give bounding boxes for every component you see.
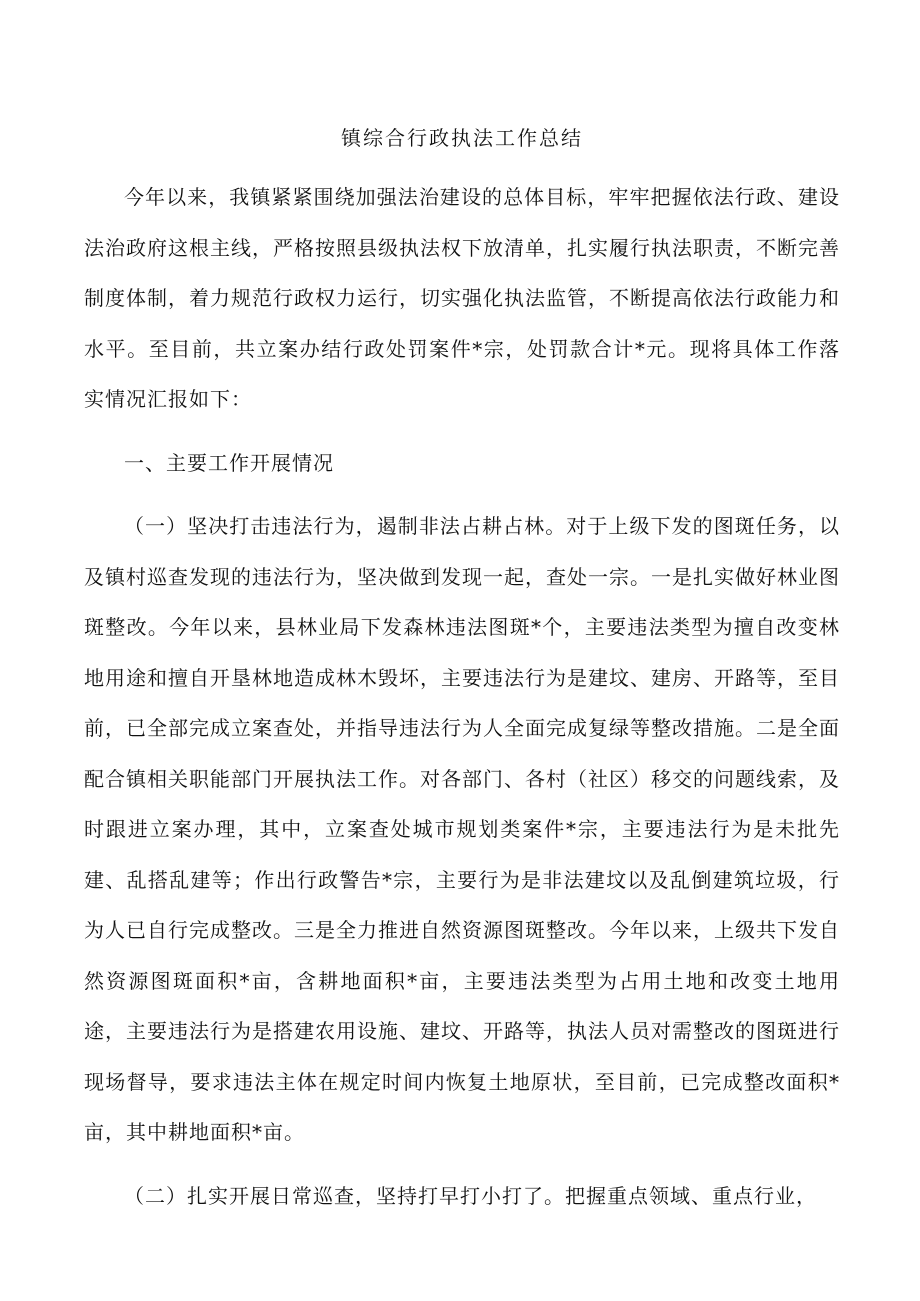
section-heading-1: 一、主要工作开展情况 xyxy=(124,450,334,475)
document-title: 镇综合行政执法工作总结 xyxy=(341,126,583,150)
subsection-paragraph-2: （二）扎实开展日常巡查，坚持打早打小打了。把握重点领域、重点行业， xyxy=(124,1183,817,1208)
subsection-paragraph-1: （一）坚决打击违法行为，遏制非法占耕占林。对于上级下发的图斑任务，以及镇村巡查发现的违法行为，坚决做到发现一起，查处一宗。一是扎实做好林业图斑整改。今年以来，县林业局下发森林违法图斑*个，主要违法类型为擅自改变林地用途和擅自开垦林地造成林木毁坏，主要违法行为是建坟、建房、开路等，至目前，已全部完成立案查处，并指导违法行为人全面完成复绿等整改措施。二是全面配合镇相关职能部门开展执法工作。对各部门、各村（社区）移交的问题线索，及时跟进立案办理，其中，立案查处城市规划类案件*宗，主要违法行为是未批先建、乱搭乱建等；作出行政警告*宗，主要行为是非法建坟以及乱倒建筑垃圾，行为人已自行完成整改。三是全力推进自然资源图斑整改。今年以来，上级共下发自然资源图斑面积*亩，含耕地面积*亩，主要违法类型为占用土地和改变土地用途，主要违法行为是搭建农用设施、建坟、开路等，执法人员对需整改的图斑进行现场督导，要求违法主体在规定时间内恢复土地原状，至目前，已完成整改面积*亩，其中耕地面积*亩。 xyxy=(84,514,840,1144)
intro-paragraph: 今年以来，我镇紧紧围绕加强法治建设的总体目标，牢牢把握依法行政、建设法治政府这根主线，严格按照县级执法权下放清单，扎实履行执法职责，不断完善制度体制，着力规范行政权力运行，切实强化执法监管，不断提高依法行政能力和水平。至目前，共立案办结行政处罚案件*宗，处罚款合计*元。现将具体工作落实情况汇报如下： xyxy=(84,185,840,411)
